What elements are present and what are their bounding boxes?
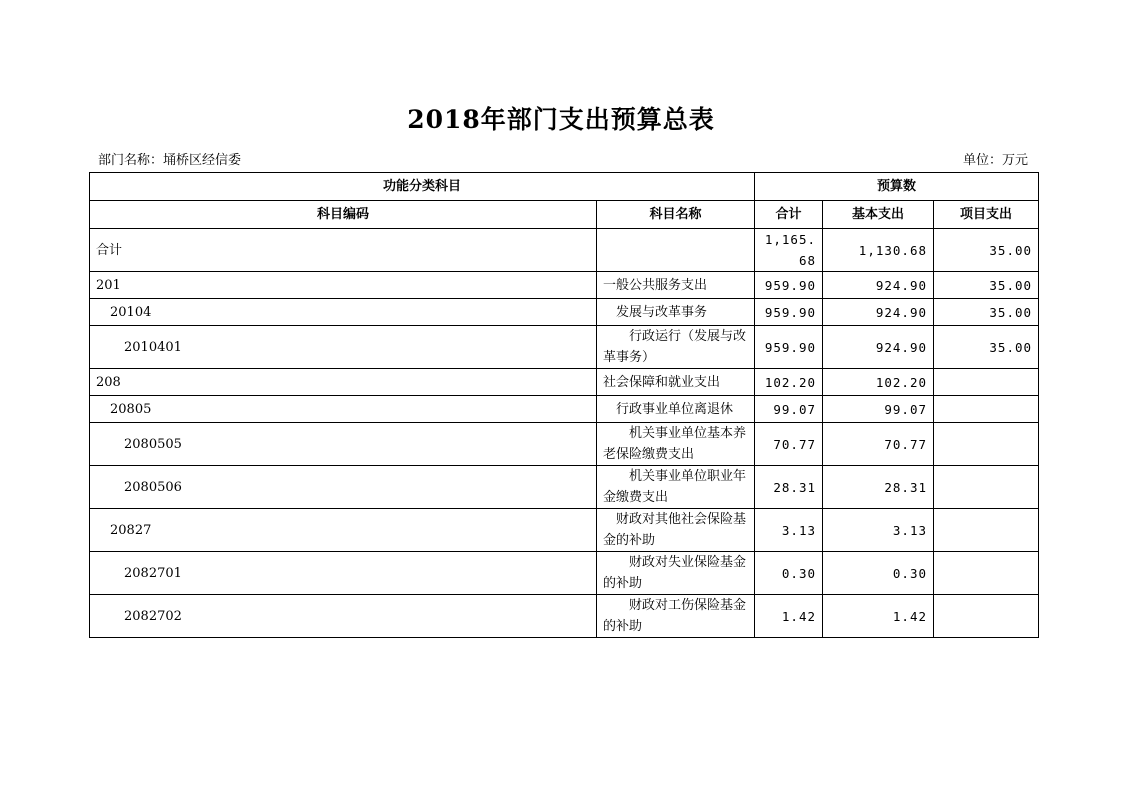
table-row	[90, 299, 1039, 326]
table-row	[90, 595, 1039, 638]
table-row	[90, 326, 1039, 369]
budget-table	[89, 172, 1039, 638]
row-project	[934, 369, 1039, 396]
row-total: 959.90	[755, 299, 823, 326]
table-row	[90, 396, 1039, 423]
row-code: 201	[90, 272, 597, 299]
page-title: 2018年部门支出预算总表	[407, 105, 715, 134]
row-project: 35.00	[934, 272, 1039, 299]
row-code: 208	[90, 369, 597, 396]
row-basic: 99.07	[823, 396, 934, 423]
row-total: 70.77	[755, 423, 823, 466]
row-name: 一般公共服务支出	[597, 272, 755, 299]
table-row	[90, 509, 1039, 552]
table-row	[90, 272, 1039, 299]
row-basic: 70.77	[823, 423, 934, 466]
row-code: 2082702	[90, 595, 597, 638]
row-code: 2082701	[90, 552, 597, 595]
row-project	[934, 423, 1039, 466]
row-project: 35.00	[934, 326, 1039, 369]
row-name: 发展与改革事务	[597, 299, 755, 326]
row-project	[934, 396, 1039, 423]
row-name: 行政运行（发展与改革事务）	[597, 326, 755, 369]
header-basic: 基本支出	[823, 201, 934, 229]
row-project	[934, 552, 1039, 595]
header-code: 科目编码	[90, 201, 597, 229]
table-row	[90, 423, 1039, 466]
row-basic: 924.90	[823, 299, 934, 326]
row-name: 机关事业单位职业年金缴费支出	[597, 466, 755, 509]
row-basic: 3.13	[823, 509, 934, 552]
department-name: 部门名称：埇桥区经信委	[98, 153, 242, 168]
row-project	[934, 595, 1039, 638]
row-total: 1.42	[755, 595, 823, 638]
row-total: 959.90	[755, 326, 823, 369]
header-function-category: 功能分类科目	[90, 173, 755, 201]
row-basic: 924.90	[823, 326, 934, 369]
row-basic: 1.42	[823, 595, 934, 638]
row-total: 1,165.68	[755, 229, 823, 272]
row-project	[934, 509, 1039, 552]
row-total: 99.07	[755, 396, 823, 423]
row-name	[597, 229, 755, 272]
header-project: 项目支出	[934, 201, 1039, 229]
row-code: 2080506	[90, 466, 597, 509]
header-row-columns	[90, 201, 1039, 229]
row-name: 行政事业单位离退休	[597, 396, 755, 423]
row-project: 35.00	[934, 299, 1039, 326]
row-code: 20805	[90, 396, 597, 423]
row-basic: 28.31	[823, 466, 934, 509]
table-row	[90, 369, 1039, 396]
row-basic: 924.90	[823, 272, 934, 299]
row-name: 财政对工伤保险基金的补助	[597, 595, 755, 638]
row-name: 社会保障和就业支出	[597, 369, 755, 396]
row-name: 机关事业单位基本养老保险缴费支出	[597, 423, 755, 466]
row-total: 102.20	[755, 369, 823, 396]
header-total: 合计	[755, 201, 823, 229]
header-budget-amount: 预算数	[755, 173, 1039, 201]
row-name: 财政对失业保险基金的补助	[597, 552, 755, 595]
unit-label: 单位：万元	[962, 153, 1028, 168]
table-row	[90, 552, 1039, 595]
row-basic: 1,130.68	[823, 229, 934, 272]
row-code: 合计	[90, 229, 597, 272]
row-basic: 102.20	[823, 369, 934, 396]
row-total: 3.13	[755, 509, 823, 552]
row-code: 2010401	[90, 326, 597, 369]
table-row	[90, 229, 1039, 272]
row-project: 35.00	[934, 229, 1039, 272]
row-code: 20104	[90, 299, 597, 326]
header-row-group	[90, 173, 1039, 201]
table-row	[90, 466, 1039, 509]
row-project	[934, 466, 1039, 509]
header-name: 科目名称	[597, 201, 755, 229]
row-total: 0.30	[755, 552, 823, 595]
row-basic: 0.30	[823, 552, 934, 595]
row-total: 28.31	[755, 466, 823, 509]
row-code: 2080505	[90, 423, 597, 466]
row-code: 20827	[90, 509, 597, 552]
row-total: 959.90	[755, 272, 823, 299]
row-name: 财政对其他社会保险基金的补助	[597, 509, 755, 552]
